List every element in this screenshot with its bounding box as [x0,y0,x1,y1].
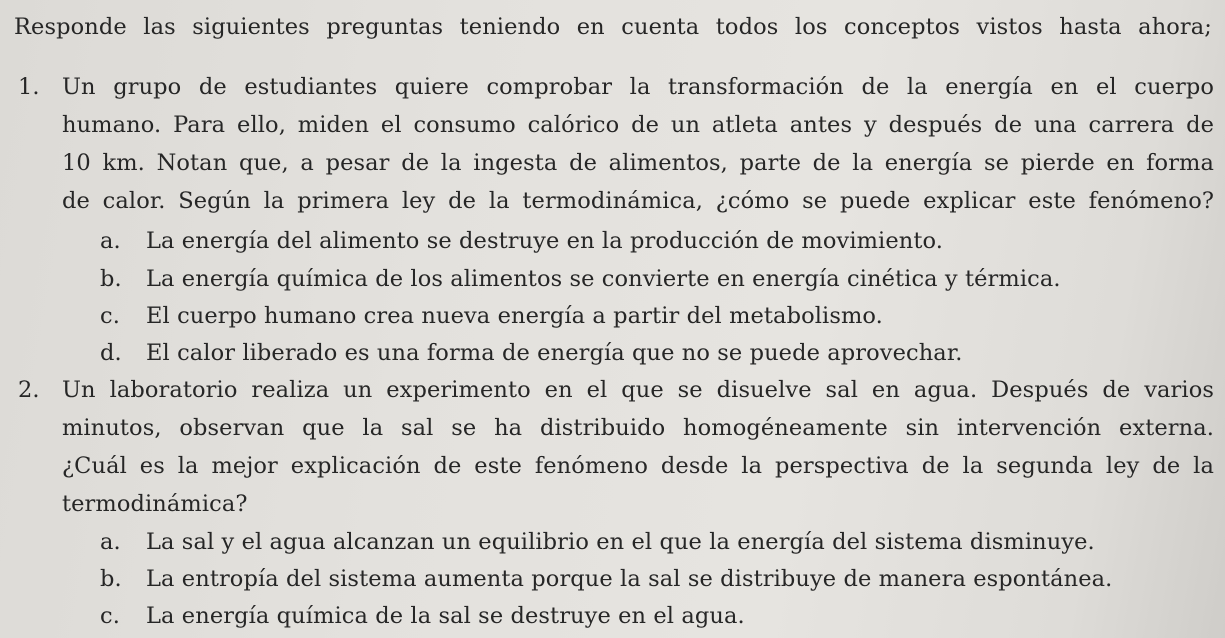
question-1-option-d-text: El calor liberado es una forma de energía que no se puede aprovechar. [146,340,963,366]
question-1-option-c-letter: c. [100,303,120,329]
question-2-option-b-letter: b. [100,566,122,592]
question-2-option-b-text: La entropía del sistema aumenta porque la sal se distribuye de manera espontánea. [146,566,1113,592]
question-1-line-4: de calor. Según la primera ley de la termodinámica, ¿cómo se puede explicar este fenómeno? [62,188,1214,214]
question-2-number: 2. [18,377,40,403]
question-1-line-2: humano. Para ello, miden el consumo calórico de un atleta antes y después de una carrera de [62,112,1214,138]
question-1-option-c-text: El cuerpo humano crea nueva energía a partir del metabolismo. [146,303,883,329]
question-2-option-a-letter: a. [100,529,121,555]
question-1-option-b-letter: b. [100,266,122,292]
question-2-option-a-text: La sal y el agua alcanzan un equilibrio en el que la energía del sistema disminuye. [146,529,1095,555]
question-2-option-c-text: La energía química de la sal se destruye en el agua. [146,603,745,629]
question-1-line-3: 10 km. Notan que, a pesar de la ingesta de alimentos, parte de la energía se pierde en forma [62,150,1214,176]
question-2-line-4: termodinámica? [62,491,248,517]
question-1-line-1: Un grupo de estudiantes quiere comprobar la transformación de la energía en el cuerpo [62,74,1214,100]
question-2-line-1: Un laboratorio realiza un experimento en el que se disuelve sal en agua. Después de varios [62,377,1214,403]
question-1-option-b-text: La energía química de los alimentos se convierte en energía cinética y térmica. [146,266,1061,292]
instructions: Responde las siguientes preguntas teniendo en cuenta todos los conceptos vistos hasta ahora; [14,14,1212,40]
question-2-option-c-letter: c. [100,603,120,629]
question-2-line-2: minutos, observan que la sal se ha distribuido homogéneamente sin intervención externa. [62,415,1214,441]
question-1-number: 1. [18,74,40,100]
question-1-option-a-text: La energía del alimento se destruye en la producción de movimiento. [146,228,944,254]
question-2-line-3: ¿Cuál es la mejor explicación de este fenómeno desde la perspectiva de la segunda ley de la [62,453,1214,479]
question-1-option-d-letter: d. [100,340,122,366]
question-1-option-a-letter: a. [100,228,121,254]
